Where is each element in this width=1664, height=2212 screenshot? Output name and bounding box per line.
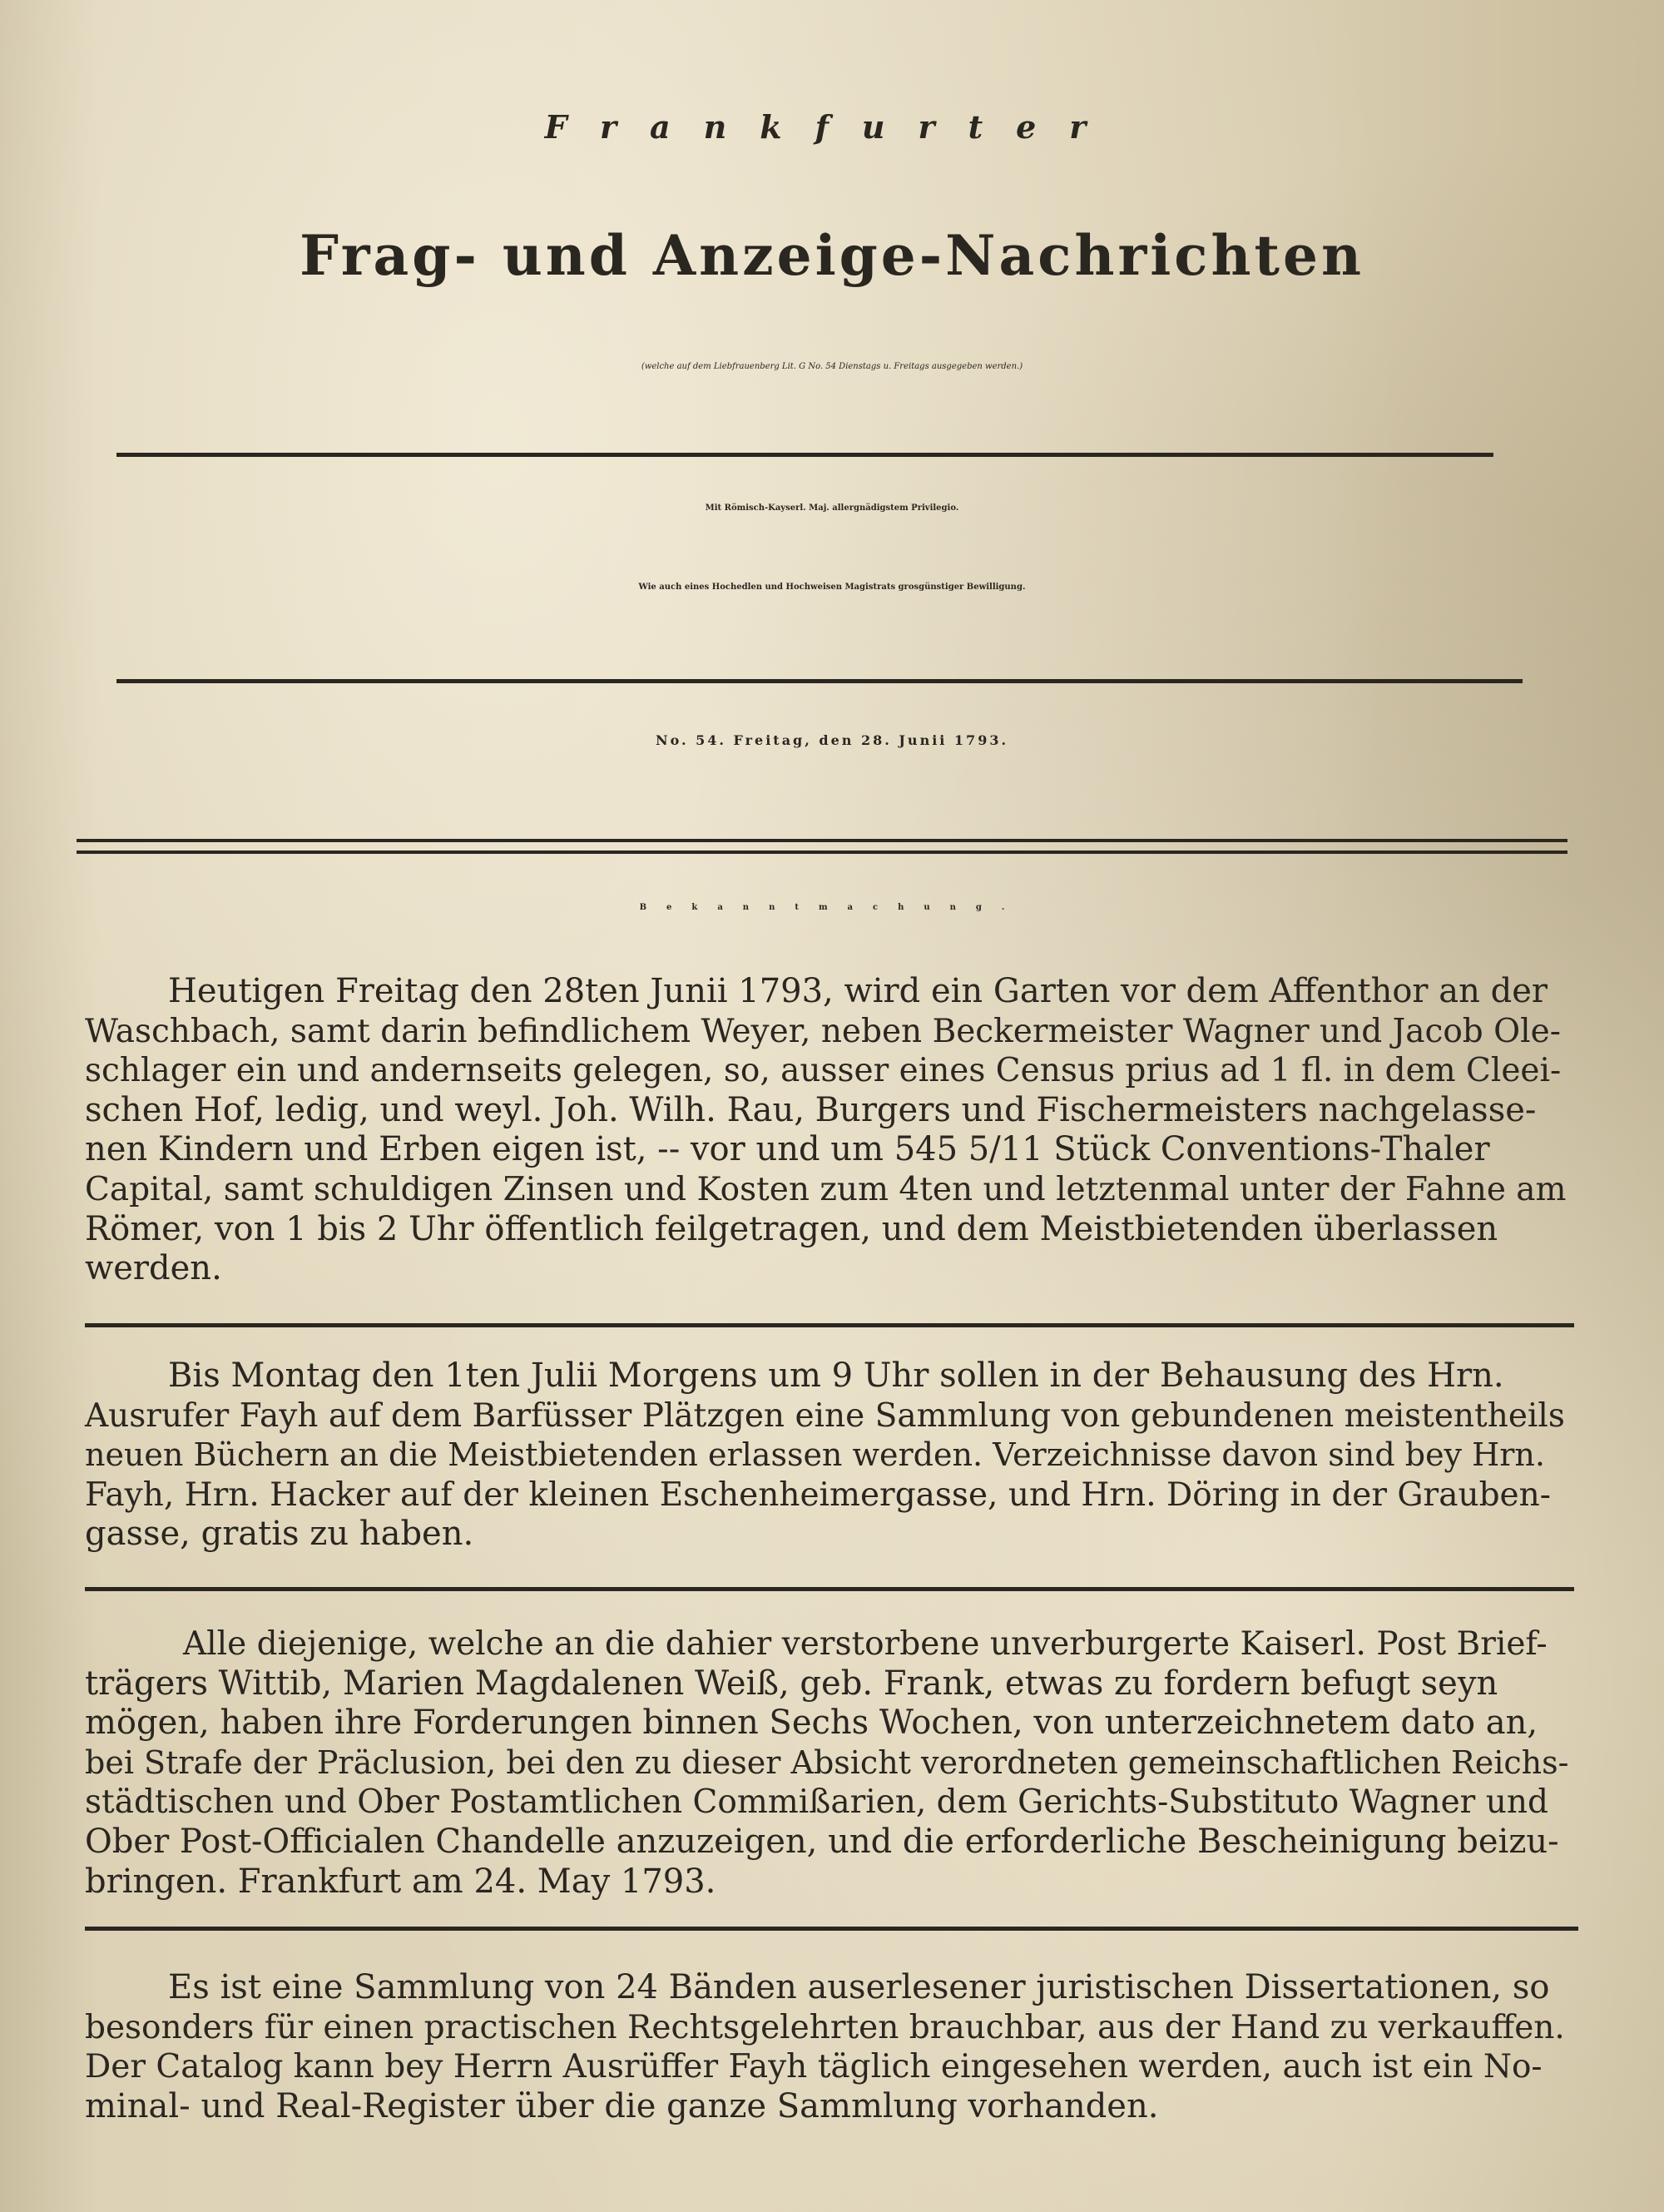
notice-line: Ausrufer Fayh auf dem Barfüsser Plätzgen eine Sammlung von gebundenen meistentheils	[85, 1396, 1565, 1435]
notice-line: städtischen und Ober Postamtlichen Commißarien, dem Gerichts-Substituto Wagner und	[85, 1783, 1548, 1822]
notice-line: bringen. Frankfurt am 24. May 1793.	[85, 1862, 716, 1901]
notice-line: Alle diejenige, welche an die dahier verstorbene unverburgerte Kaiserl. Post Brief-	[183, 1625, 1548, 1663]
notice-line: mögen, haben ihre Forderungen binnen Sechs Wochen, von unterzeichnetem dato an,	[85, 1704, 1538, 1743]
divider	[116, 679, 1523, 683]
notice-line: werden.	[85, 1249, 222, 1288]
notice-line: Capital, samt schuldigen Zinsen und Kosten zum 4ten und letztenmal unter der Fahne am	[85, 1170, 1567, 1208]
notice-garden-auction	[85, 972, 1574, 1289]
notice-line: minal- und Real-Register über die ganze Sammlung vorhanden.	[85, 2086, 1159, 2125]
masthead-title-line1: Frankfurter	[544, 108, 1120, 146]
notice-line: schen Hof, ledig, und weyl. Joh. Wilh. Rau, Burgers und Fischermeisters nachgelasse-	[85, 1090, 1537, 1129]
announcement-title: Bekanntmachung.	[639, 903, 1025, 912]
notice-creditors-call	[85, 1624, 1574, 1902]
notice-line: nen Kindern und Erben eigen ist, -- vor und um 545 5/11 Stück Conventions-Thaler	[85, 1130, 1490, 1169]
masthead-title-line2: Frag- und Anzeige-Nachrichten	[300, 223, 1364, 288]
privilege-line: Mit Römisch-Kayserl. Maj. allergnädigstem Privilegio.	[705, 503, 959, 513]
notice-line: trägers Wittib, Marien Magdalenen Weiß, geb. Frank, etwas zu fordern befugt seyn	[85, 1664, 1498, 1703]
divider	[85, 1927, 1578, 1931]
notice-book-auction	[85, 1356, 1574, 1555]
notice-line: Der Catalog kann bey Herrn Ausrüffer Fayh täglich eingesehen werden, auch ist ein No-	[85, 2048, 1543, 2086]
notice-line: Ober Post-Officialen Chandelle anzuzeigen, und die erforderliche Bescheinigung beizu-	[85, 1822, 1559, 1861]
notice-dissertations-sale	[85, 1968, 1574, 2126]
divider	[85, 1323, 1574, 1327]
notice-line: neuen Büchern an die Meistbietenden erlassen werden. Verzeichnisse davon sind bey Hrn.	[85, 1436, 1545, 1474]
divider	[116, 453, 1493, 457]
notice-line: schlager ein und andernseits gelegen, so, ausser eines Census prius ad 1 fl. in dem Cleei-	[85, 1052, 1562, 1090]
double-divider	[77, 839, 1567, 842]
notice-line: bei Strafe der Präclusion, bei den zu dieser Absicht verordneten gemeinschaftlichen Reichs-	[85, 1743, 1569, 1781]
masthead-subtitle: (welche auf dem Liebfrauenberg Lit. G No. 54 Dienstags u. Freitags ausgegeben werden.)	[641, 362, 1023, 371]
notice-line: Es ist eine Sammlung von 24 Bänden auserlesener juristischen Dissertationen, so	[168, 1968, 1550, 2006]
notice-line: Waschbach, samt darin befindlichem Weyer, neben Beckermeister Wagner und Jacob Ole-	[85, 1012, 1561, 1050]
notice-line: Römer, von 1 bis 2 Uhr öffentlich feilgetragen, und dem Meistbietenden überlassen	[85, 1209, 1498, 1248]
notice-line: besonders für einen practischen Rechtsgelehrten brauchbar, aus der Hand zu verkauffen.	[85, 2008, 1565, 2046]
notice-line: Fayh, Hrn. Hacker auf der kleinen Eschenheimergasse, und Hrn. Döring in der Grauben-	[85, 1475, 1551, 1514]
notice-line: Bis Montag den 1ten Julii Morgens um 9 Uhr sollen in der Behausung des Hrn.	[168, 1356, 1504, 1395]
notice-line: Heutigen Freitag den 28ten Junii 1793, wird ein Garten vor dem Affenthor an der	[168, 972, 1548, 1010]
divider	[85, 1587, 1574, 1591]
approval-line: Wie auch eines Hochedlen und Hochweisen Magistrats grosgünstiger Bewilligung.	[638, 583, 1026, 592]
notice-line: gasse, gratis zu haben.	[85, 1515, 474, 1554]
issue-line: No. 54. Freitag, den 28. Junii 1793.	[655, 732, 1009, 748]
